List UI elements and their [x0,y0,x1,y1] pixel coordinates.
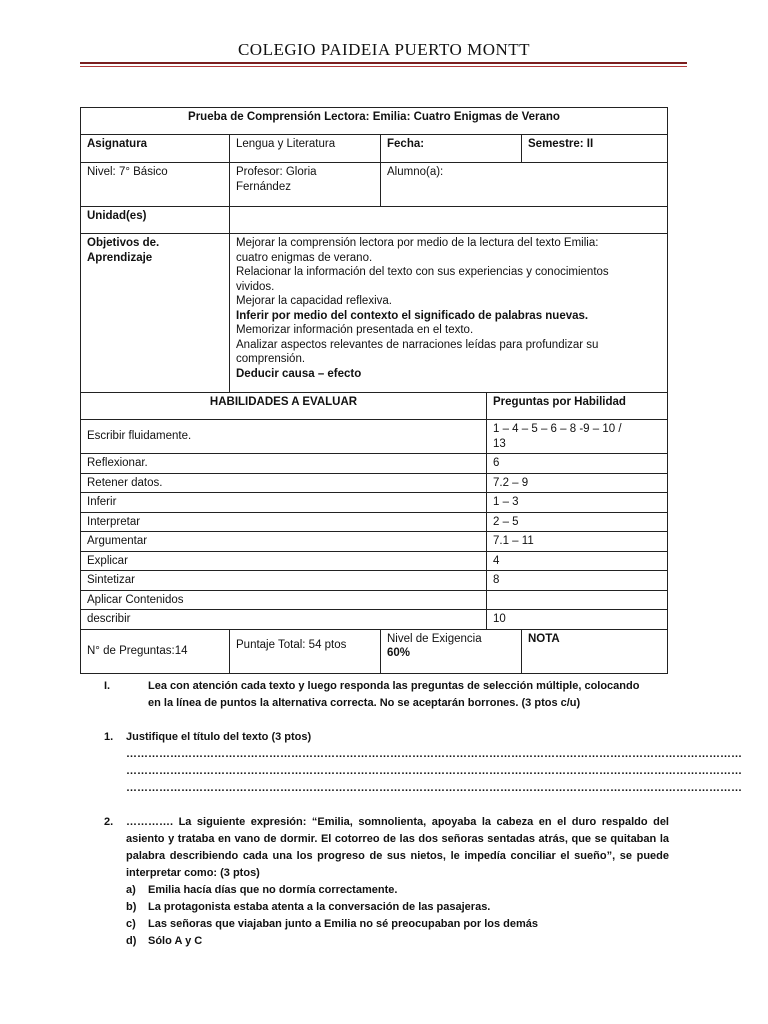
objetivo-line: Analizar aspectos relevantes de narraciones leídas para profundizar su [236,338,599,351]
nivel-exigencia-cell [381,629,522,673]
instructions-line-2: en la línea de puntos la alternativa correcta. No se aceptarán borrones. (3 ptos c/u) [148,697,581,709]
skill-questions: 7.1 – 11 [487,532,668,552]
objetivo-line: cuatro enigmas de verano. [236,251,373,264]
question-2-text: …………. La siguiente expresión: “Emilia, somnolienta, apoyaba la cabeza en el duro respaldo del asiento y trataba en vano de dormir. El cotorreo de las dos señoras sentadas atrás, que se quitaban la palabra describiendo cada una los progreso de sus nietos, le impedía conciliar el sueño”, se puede interpretar como: (3 ptos) [126,816,669,879]
nivel-label: Nivel: 7° Básico [81,163,230,207]
option-letter: d) [126,935,137,947]
asignatura-label: Asignatura [81,135,230,163]
skill-questions-line-1: 1 – 4 – 5 – 6 – 8 -9 – 10 / [493,423,622,435]
objetivos-list [230,234,668,393]
option-text: Emilia hacía días que no dormía correctamente. [148,884,398,896]
exam-info-table [80,107,668,674]
section-numeral: I. [104,680,111,692]
school-title: COLEGIO PAIDEIA PUERTO MONTT [237,40,531,59]
option-text: Las señoras que viajaban junto a Emilia no sé preocupaban por los demás [148,918,539,930]
option-text: Sólo A y C [148,935,203,947]
answer-line[interactable]: …………………………………………………………………………………………………………………………………………………… [126,748,742,760]
header-rule-thin [80,66,687,67]
option-letter: b) [126,901,137,913]
skill-questions: 7.2 – 9 [487,473,668,493]
answer-line[interactable]: …………………………………………………………………………………………………………………………………………………… [126,782,742,794]
question-1 [104,729,742,799]
semestre-label: Semestre: II [522,135,668,163]
exam-title: Prueba de Comprensión Lectora: Emilia: Cuatro Enigmas de Verano [81,108,668,135]
puntaje-total: Puntaje Total: 54 ptos [230,629,381,673]
option-letter: a) [126,884,136,896]
skill-name: describir [81,610,487,630]
objetivo-line: Inferir por medio del contexto el significado de palabras nuevas. [236,309,589,322]
skill-name: Explicar [81,551,487,571]
nivel-exigencia-label: Nivel de Exigencia [387,632,482,645]
option-b[interactable] [126,899,669,916]
objetivo-line: Mejorar la capacidad reflexiva. [236,295,392,307]
asignatura-value: Lengua y Literatura [230,135,381,163]
skill-questions: 10 [487,610,668,630]
profesor-line-2: Fernández [236,180,291,193]
nota-label: NOTA [522,629,668,673]
option-letter: c) [126,918,136,930]
skill-name: Inferir [81,493,487,513]
skill-questions [487,420,668,454]
skill-name: Retener datos. [81,473,487,493]
objetivo-line: Mejorar la comprensión lectora por medio de la lectura del texto Emilia: [236,237,599,249]
profesor-line-1: Profesor: Gloria [236,166,317,178]
objetivo-line: Deducir causa – efecto [236,367,362,380]
skill-questions-line-2: 13 [493,437,506,450]
question-1-number: 1. [104,731,114,743]
skill-name: Sintetizar [81,571,487,591]
skill-questions: 4 [487,551,668,571]
alumno-label: Alumno(a): [381,163,668,207]
preguntas-header: Preguntas por Habilidad [487,393,668,420]
option-c[interactable] [126,916,669,933]
skill-name: Reflexionar. [81,454,487,474]
question-2-body [126,814,669,950]
objetivo-line: Memorizar información presentada en el texto. [236,324,474,336]
answer-line[interactable]: …………………………………………………………………………………………………………………………………………………… [126,765,742,777]
skill-questions: 2 – 5 [487,512,668,532]
instructions-line-1: Lea con atención cada texto y luego responda las preguntas de selección múltiple, colocando [148,680,640,692]
skill-name: Argumentar [81,532,487,552]
skill-questions: 6 [487,454,668,474]
skill-name: Aplicar Contenidos [81,590,487,610]
skill-questions [487,590,668,610]
option-text: La protagonista estaba atenta a la conversación de las pasajeras. [148,901,491,913]
skill-name: Interpretar [81,512,487,532]
fecha-label: Fecha: [381,135,522,163]
num-preguntas: N° de Preguntas:14 [81,629,230,673]
skill-questions: 1 – 3 [487,493,668,513]
objetivo-line: comprensión. [236,353,306,365]
instructions-text [148,678,669,712]
habilidades-header: HABILIDADES A EVALUAR [81,393,487,420]
skill-name: Escribir fluidamente. [81,420,487,454]
objetivos-label-line-1: Objetivos de. [87,237,160,249]
section-instructions [104,678,669,718]
question-2 [104,814,669,954]
option-a[interactable] [126,882,669,899]
objetivos-label-line-2: Aprendizaje [87,251,153,264]
header-rule-thick [80,62,687,64]
profesor-cell [230,163,381,207]
unidad-label: Unidad(es) [81,207,230,234]
question-1-body [126,729,742,797]
unidad-value [230,207,668,234]
objetivo-line: Relacionar la información del texto con sus experiencias y conocimientos [236,266,609,278]
objetivo-line: vividos. [236,280,275,293]
nivel-exigencia-value: 60% [387,647,411,659]
question-1-text: Justifique el título del texto (3 ptos) [126,731,312,743]
question-2-number: 2. [104,816,114,828]
objetivos-label [81,234,230,393]
option-d[interactable] [126,933,669,950]
skill-questions: 8 [487,571,668,591]
